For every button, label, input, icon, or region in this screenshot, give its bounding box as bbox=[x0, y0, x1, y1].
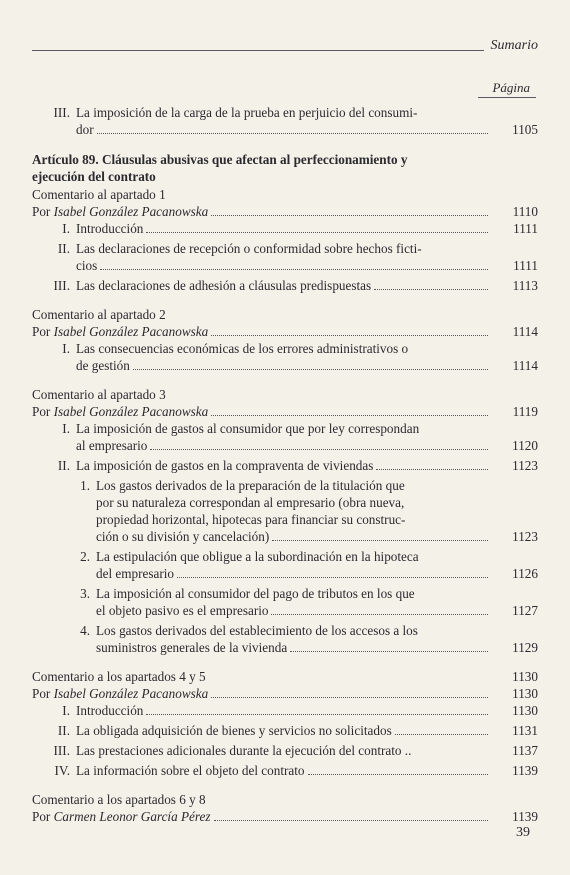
running-header: Sumario bbox=[490, 38, 538, 53]
dot-leader bbox=[146, 714, 488, 715]
toc-entry bbox=[32, 702, 538, 719]
entry-text: por su naturaleza correspondan al empresario (obra nueva, bbox=[96, 495, 405, 510]
comment-section bbox=[32, 791, 538, 825]
author-row bbox=[32, 808, 538, 825]
entry-number: III. bbox=[53, 278, 70, 293]
comment-title: Comentario a los apartados 6 y 8 bbox=[32, 792, 206, 807]
entry-number: III. bbox=[53, 105, 70, 120]
comment-title: Comentario al apartado 2 bbox=[32, 307, 166, 322]
dot-leader bbox=[308, 774, 488, 775]
entry-page: 1126 bbox=[512, 566, 538, 581]
por-prefix: Por bbox=[32, 324, 51, 339]
dot-leader bbox=[395, 734, 488, 735]
dot-leader bbox=[211, 215, 488, 216]
toc-entry bbox=[32, 742, 538, 759]
toc-entry bbox=[32, 722, 538, 739]
dot-leader bbox=[211, 415, 488, 416]
entry-page: 1137 bbox=[512, 743, 538, 758]
entry-text-cont: de gestión bbox=[76, 358, 130, 373]
author-name: Isabel González Pacanowska bbox=[53, 204, 209, 219]
author-row bbox=[32, 403, 538, 420]
entry-number: 3. bbox=[80, 586, 90, 601]
entry-number: 4. bbox=[80, 623, 90, 638]
dot-leader bbox=[150, 449, 488, 450]
dot-leader bbox=[211, 697, 488, 698]
entry-page: 1114 bbox=[512, 358, 538, 373]
toc-subentry bbox=[32, 585, 538, 619]
entry-number: I. bbox=[62, 341, 70, 356]
entry-text: Las declaraciones de recepción o conformidad sobre hechos ficti- bbox=[76, 241, 422, 256]
toc-entry bbox=[32, 457, 538, 474]
dot-leader bbox=[211, 335, 488, 336]
page-number: 39 bbox=[516, 825, 530, 840]
entry-page: 1130 bbox=[512, 686, 538, 701]
dot-leader bbox=[272, 540, 488, 541]
entry-page: 1139 bbox=[512, 763, 538, 778]
entry-text: Los gastos derivados del establecimiento de los accesos a los bbox=[96, 623, 418, 638]
dot-leader bbox=[146, 232, 488, 233]
entry-number: II. bbox=[57, 458, 70, 473]
por-prefix: Por bbox=[32, 204, 51, 219]
entry-text-cont: dor bbox=[76, 122, 94, 137]
dot-leader bbox=[376, 469, 488, 470]
comment-section bbox=[32, 186, 538, 294]
dot-leader bbox=[97, 133, 488, 134]
toc-subentry bbox=[32, 622, 538, 656]
entry-text: La imposición de gastos al consumidor que por ley correspondan bbox=[76, 421, 420, 436]
por-prefix: Por bbox=[32, 809, 51, 824]
dot-leader bbox=[133, 369, 488, 370]
entry-page: 1131 bbox=[512, 723, 538, 738]
author-name: Carmen Leonor García Pérez bbox=[53, 809, 211, 824]
article-heading bbox=[32, 151, 538, 185]
entry-text: Las prestaciones adicionales durante la ejecución del contrato .. bbox=[76, 743, 412, 758]
entry-text-cont: el objeto pasivo es el empresario bbox=[96, 603, 269, 618]
entry-page: 1130 bbox=[512, 703, 538, 718]
entry-text: La imposición al consumidor del pago de tributos en los que bbox=[96, 586, 415, 601]
entry-page: 1114 bbox=[512, 324, 538, 339]
toc-entry bbox=[32, 420, 538, 454]
entry-page: 1139 bbox=[512, 809, 538, 824]
author-name: Isabel González Pacanowska bbox=[53, 324, 209, 339]
entry-number: III. bbox=[53, 743, 70, 758]
entry-number: 2. bbox=[80, 549, 90, 564]
entry-page: 1111 bbox=[513, 258, 538, 273]
entry-number: I. bbox=[62, 421, 70, 436]
page-column-label: Página bbox=[492, 80, 530, 95]
dot-leader bbox=[374, 289, 488, 290]
dot-leader bbox=[100, 269, 488, 270]
page-column-rule bbox=[478, 97, 536, 98]
author-row bbox=[32, 203, 538, 220]
entry-page: 1113 bbox=[512, 278, 538, 293]
comment-section bbox=[32, 306, 538, 374]
comment-title: Comentario a los apartados 4 y 5 bbox=[32, 669, 206, 684]
entry-text-cont: suministros generales de la vivienda bbox=[96, 640, 288, 655]
entry-text: Las declaraciones de adhesión a cláusulas predispuestas bbox=[76, 278, 372, 293]
entry-text: La imposición de la carga de la prueba en perjuicio del consumi- bbox=[76, 105, 418, 120]
toc-entry bbox=[32, 104, 538, 138]
entry-text: La imposición de gastos en la compraventa de viviendas bbox=[76, 458, 374, 473]
toc-entry bbox=[32, 277, 538, 294]
entry-text-cont: al empresario bbox=[76, 438, 148, 453]
entry-text: La obligada adquisición de bienes y servicios no solicitados bbox=[76, 723, 392, 738]
article-heading-line: ejecución del contrato bbox=[32, 169, 156, 184]
entry-number: II. bbox=[57, 723, 70, 738]
entry-text: propiedad horizontal, hipotecas para financiar su construc- bbox=[96, 512, 406, 527]
entry-text-cont: cios bbox=[76, 258, 98, 273]
author-row bbox=[32, 323, 538, 340]
entry-page: 1123 bbox=[512, 458, 538, 473]
entry-page: 1119 bbox=[512, 404, 538, 419]
entry-text-cont: ción o su división y cancelación) bbox=[96, 529, 270, 544]
comment-title: Comentario al apartado 3 bbox=[32, 387, 166, 402]
comment-title-row bbox=[32, 668, 538, 685]
author-name: Isabel González Pacanowska bbox=[53, 686, 209, 701]
toc-entry bbox=[32, 762, 538, 779]
article-heading-line: Artículo 89. Cláusulas abusivas que afectan al perfeccionamiento y bbox=[32, 152, 408, 167]
comment-section bbox=[32, 386, 538, 656]
entry-text: La información sobre el objeto del contrato bbox=[76, 763, 305, 778]
dot-leader bbox=[290, 651, 488, 652]
toc-subentry bbox=[32, 548, 538, 582]
table-of-contents bbox=[32, 104, 538, 825]
entry-text-cont: del empresario bbox=[96, 566, 174, 581]
entry-number: II. bbox=[57, 241, 70, 256]
entry-text: La estipulación que obligue a la subordinación en la hipoteca bbox=[96, 549, 419, 564]
toc-entry bbox=[32, 220, 538, 237]
dot-leader bbox=[214, 820, 488, 821]
dot-leader bbox=[271, 614, 488, 615]
entry-text: Las consecuencias económicas de los errores administrativos o bbox=[76, 341, 409, 356]
entry-page: 1123 bbox=[512, 529, 538, 544]
dot-leader bbox=[177, 577, 488, 578]
por-prefix: Por bbox=[32, 404, 51, 419]
header-rule bbox=[32, 50, 484, 51]
entry-text: Los gastos derivados de la preparación de la titulación que bbox=[96, 478, 405, 493]
author-row bbox=[32, 685, 538, 702]
entry-page: 1105 bbox=[512, 122, 538, 137]
comment-title: Comentario al apartado 1 bbox=[32, 187, 166, 202]
toc-entry bbox=[32, 340, 538, 374]
entry-page: 1127 bbox=[512, 603, 538, 618]
entry-page: 1130 bbox=[512, 669, 538, 684]
entry-page: 1110 bbox=[512, 204, 538, 219]
entry-number: IV. bbox=[54, 763, 70, 778]
toc-subentry bbox=[32, 477, 538, 545]
entry-number: I. bbox=[62, 703, 70, 718]
entry-page: 1120 bbox=[512, 438, 538, 453]
entry-text: Introducción bbox=[76, 221, 144, 236]
comment-section bbox=[32, 668, 538, 779]
entry-number: 1. bbox=[80, 478, 90, 493]
entry-number: I. bbox=[62, 221, 70, 236]
toc-entry bbox=[32, 240, 538, 274]
por-prefix: Por bbox=[32, 686, 51, 701]
entry-page: 1129 bbox=[512, 640, 538, 655]
entry-text: Introducción bbox=[76, 703, 144, 718]
entry-page: 1111 bbox=[513, 221, 538, 236]
author-name: Isabel González Pacanowska bbox=[53, 404, 209, 419]
